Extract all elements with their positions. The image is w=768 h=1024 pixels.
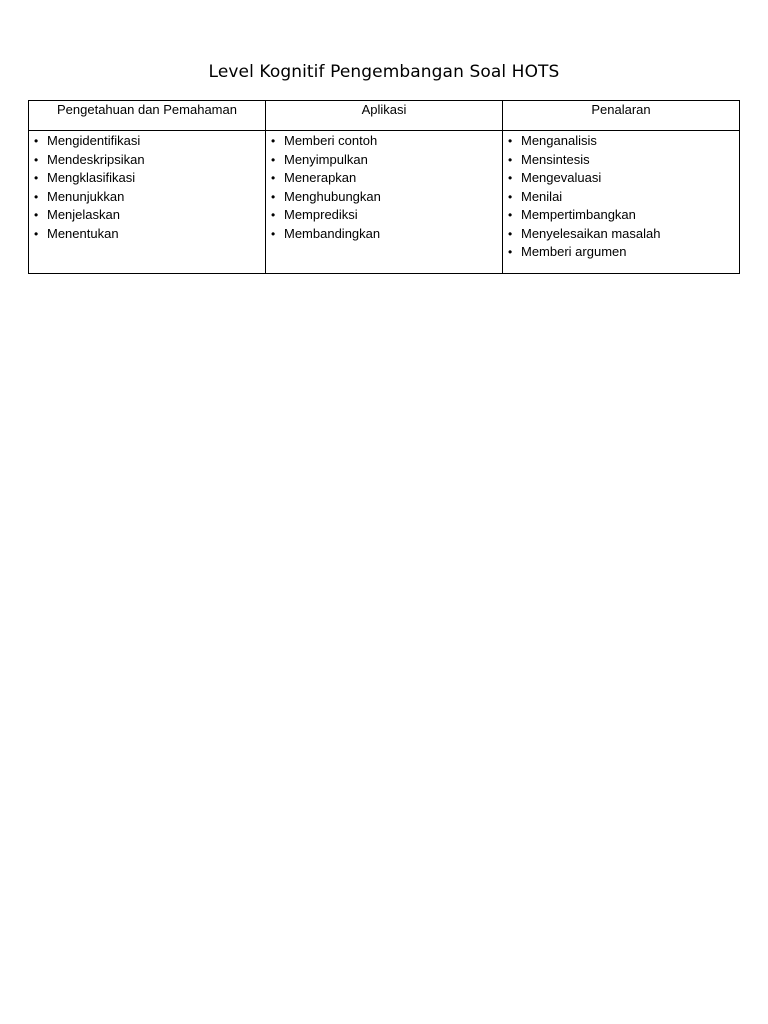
list-item-text: Menyelesaikan masalah <box>521 225 661 241</box>
list-item-text: Menganalisis <box>521 133 597 148</box>
list-item <box>508 169 739 188</box>
list-item-text: Mengevaluasi <box>521 170 602 185</box>
list-item <box>508 151 739 170</box>
list-item-text: Menunjukkan <box>47 188 125 204</box>
list-item-text: Memberi contoh <box>284 133 378 148</box>
list-item <box>271 169 502 188</box>
list-item-text: Memberi argumen <box>521 244 627 259</box>
table-body-row <box>29 131 740 274</box>
list-item-text: Mendeskripsikan <box>47 151 145 167</box>
list-item <box>34 151 265 170</box>
list-item-text: Menilai <box>521 188 563 204</box>
bullet-icon: • <box>34 189 39 204</box>
verb-list <box>503 131 739 262</box>
list-item <box>34 132 265 151</box>
list-item-text: Menyimpulkan <box>284 151 368 167</box>
bullet-icon: • <box>271 171 276 185</box>
column-header-aplikasi: Aplikasi <box>266 101 503 131</box>
bullet-icon: • <box>508 245 513 259</box>
table-header-row <box>29 101 740 131</box>
list-item <box>508 206 739 225</box>
verb-list <box>29 131 265 243</box>
bullet-icon: • <box>271 134 276 148</box>
list-item <box>34 188 265 207</box>
list-item <box>508 132 739 151</box>
bullet-icon: • <box>34 226 39 241</box>
cognitive-level-table <box>28 100 740 274</box>
column-cell-aplikasi <box>266 131 503 274</box>
list-item-text: Mempertimbangkan <box>521 207 636 222</box>
list-item-text: Mengklasifikasi <box>47 170 136 185</box>
list-item-text: Memprediksi <box>284 207 358 222</box>
list-item <box>508 243 739 262</box>
bullet-icon: • <box>34 171 39 185</box>
list-item <box>271 206 502 225</box>
list-item-text: Menentukan <box>47 225 119 241</box>
list-item-text: Menghubungkan <box>284 188 381 204</box>
column-cell-pengetahuan <box>29 131 266 274</box>
bullet-icon: • <box>508 189 513 204</box>
bullet-icon: • <box>271 208 276 222</box>
list-item <box>508 225 739 244</box>
list-item <box>34 206 265 225</box>
bullet-icon: • <box>508 208 513 222</box>
bullet-icon: • <box>271 152 276 167</box>
bullet-icon: • <box>34 152 39 167</box>
list-item <box>34 225 265 244</box>
list-item <box>34 169 265 188</box>
list-item <box>271 151 502 170</box>
list-item <box>271 225 502 244</box>
list-item <box>271 132 502 151</box>
bullet-icon: • <box>34 208 39 222</box>
bullet-icon: • <box>271 226 276 241</box>
list-item-text: Menjelaskan <box>47 207 120 222</box>
bullet-icon: • <box>508 152 513 167</box>
list-item-text: Membandingkan <box>284 225 381 241</box>
bullet-icon: • <box>508 134 513 148</box>
bullet-icon: • <box>34 134 39 148</box>
bullet-icon: • <box>271 189 276 204</box>
column-header-penalaran: Penalaran <box>503 101 740 131</box>
bullet-icon: • <box>508 171 513 185</box>
page-title: Level Kognitif Pengembangan Soal HOTS <box>208 62 560 82</box>
list-item-text: Mensintesis <box>521 151 590 167</box>
column-header-pengetahuan: Pengetahuan dan Pemahaman <box>29 101 266 131</box>
verb-list <box>266 131 502 243</box>
list-item-text: Menerapkan <box>284 170 357 185</box>
list-item-text: Mengidentifikasi <box>47 133 141 148</box>
column-cell-penalaran <box>503 131 740 274</box>
bullet-icon: • <box>508 226 513 241</box>
list-item <box>508 188 739 207</box>
list-item <box>271 188 502 207</box>
